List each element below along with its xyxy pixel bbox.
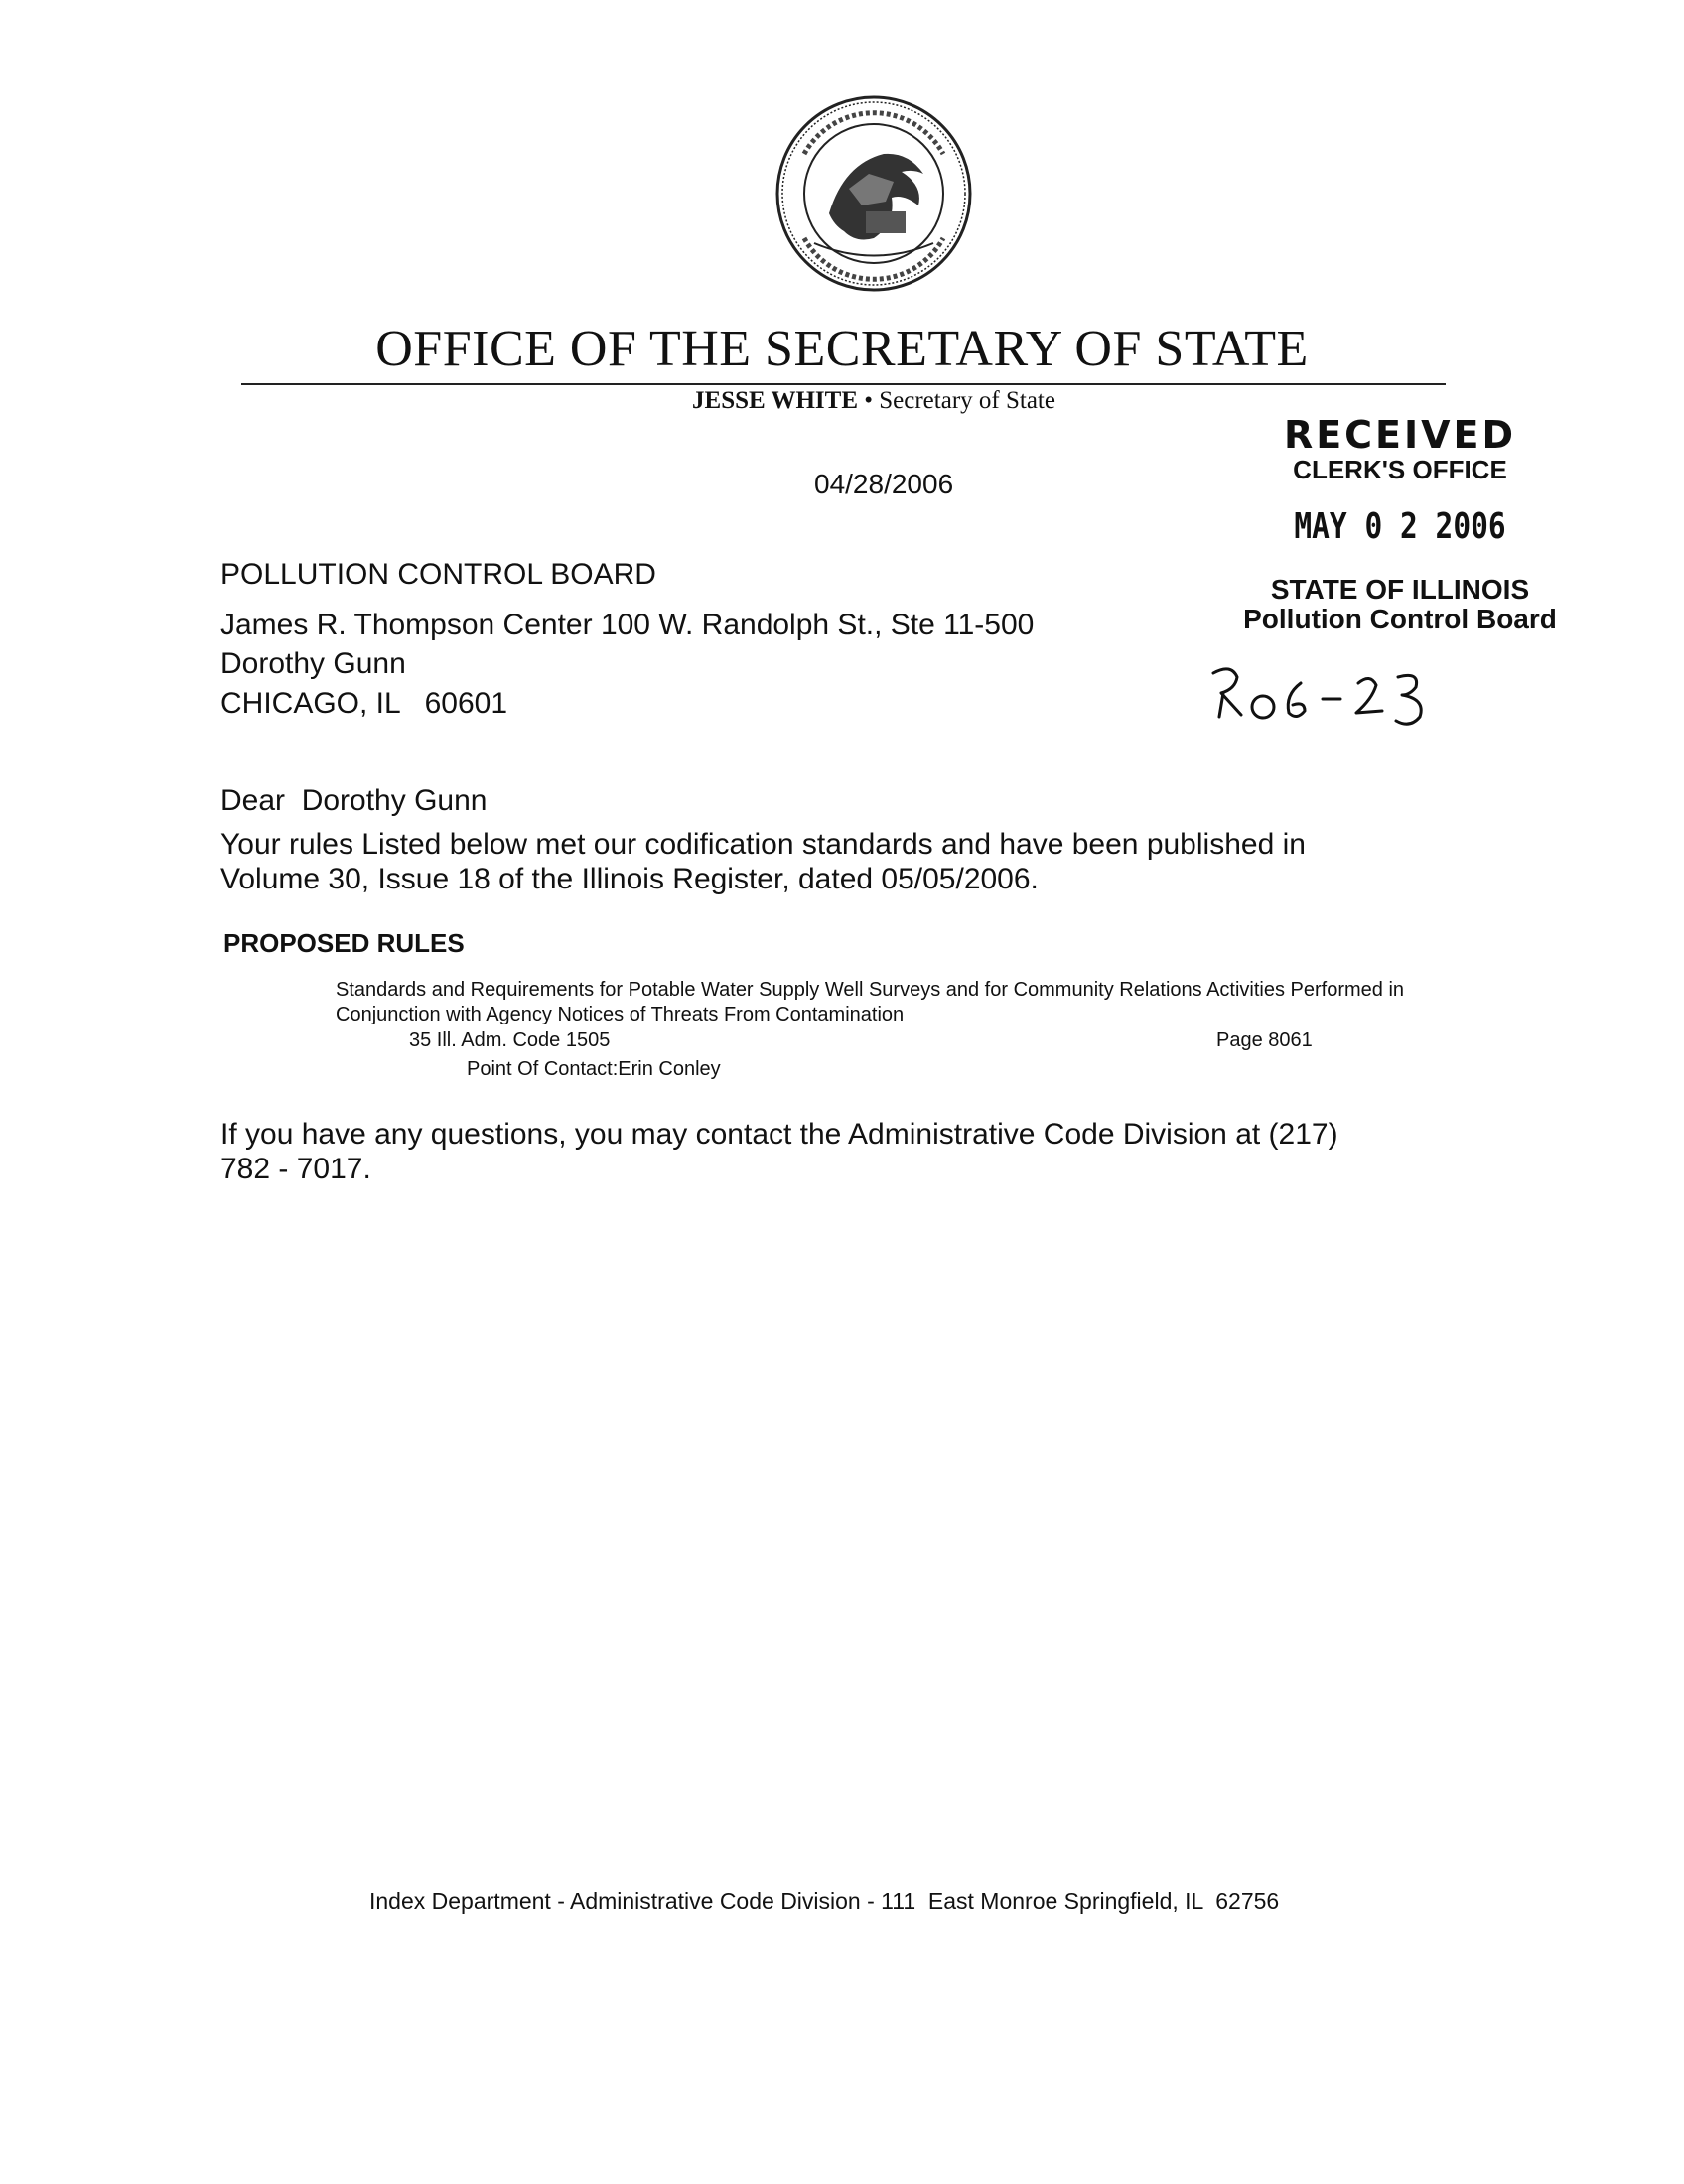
header-divider — [241, 383, 1446, 385]
secretary-name: JESSE WHITE — [692, 387, 858, 414]
closing-paragraph: If you have any questions, you may contact the Administrative Code Division at (217) 782 - 7017. — [220, 1118, 1338, 1185]
received-stamp — [1241, 415, 1559, 634]
office-title: OFFICE OF THE SECRETARY OF STATE — [375, 321, 1309, 377]
body-paragraph: Your rules Listed below met our codification standards and have been published in Volume 30, Issue 18 of the Illinois Register, dated 05/05/2006. — [220, 828, 1306, 895]
stamp-office: CLERK'S OFFICE — [1293, 455, 1507, 484]
recipient-contact: Dorothy Gunn — [220, 647, 406, 680]
recipient-address: James R. Thompson Center 100 W. Randolph St., Ste 11-500 — [220, 609, 1035, 641]
stamp-received: RECEIVED — [1283, 413, 1517, 457]
rule-page: Page 8061 — [1216, 1029, 1313, 1051]
secretary-role: Secretary of State — [879, 387, 1055, 414]
letter-date: 04/28/2006 — [814, 469, 954, 499]
stamp-board: Pollution Control Board — [1243, 604, 1557, 634]
rule-title: Standards and Requirements for Potable Water Supply Well Surveys and for Community Relations Activities Performed in Conjunction with Agency Notices of Threats From Contamination — [336, 979, 1405, 1025]
rule-code: 35 Ill. Adm. Code 1505 — [409, 1029, 611, 1051]
footer-address: Index Department - Administrative Code Division - 111 East Monroe Springfield, IL 62756 — [369, 1888, 1280, 1914]
recipient-organization: POLLUTION CONTROL BOARD — [220, 558, 656, 591]
stamp-date: MAY 0 2 2006 — [1294, 506, 1506, 547]
salutation: Dear Dorothy Gunn — [220, 784, 488, 817]
state-seal — [774, 94, 973, 293]
secretary-line — [655, 387, 1092, 415]
rule-contact: Point Of Contact:Erin Conley — [467, 1058, 721, 1080]
stamp-state: STATE OF ILLINOIS — [1270, 574, 1530, 605]
handwritten-docket-number — [1201, 655, 1460, 735]
recipient-city: CHICAGO, IL 60601 — [220, 687, 508, 720]
secretary-bullet: • — [858, 387, 880, 414]
proposed-rules-heading: PROPOSED RULES — [223, 928, 465, 958]
